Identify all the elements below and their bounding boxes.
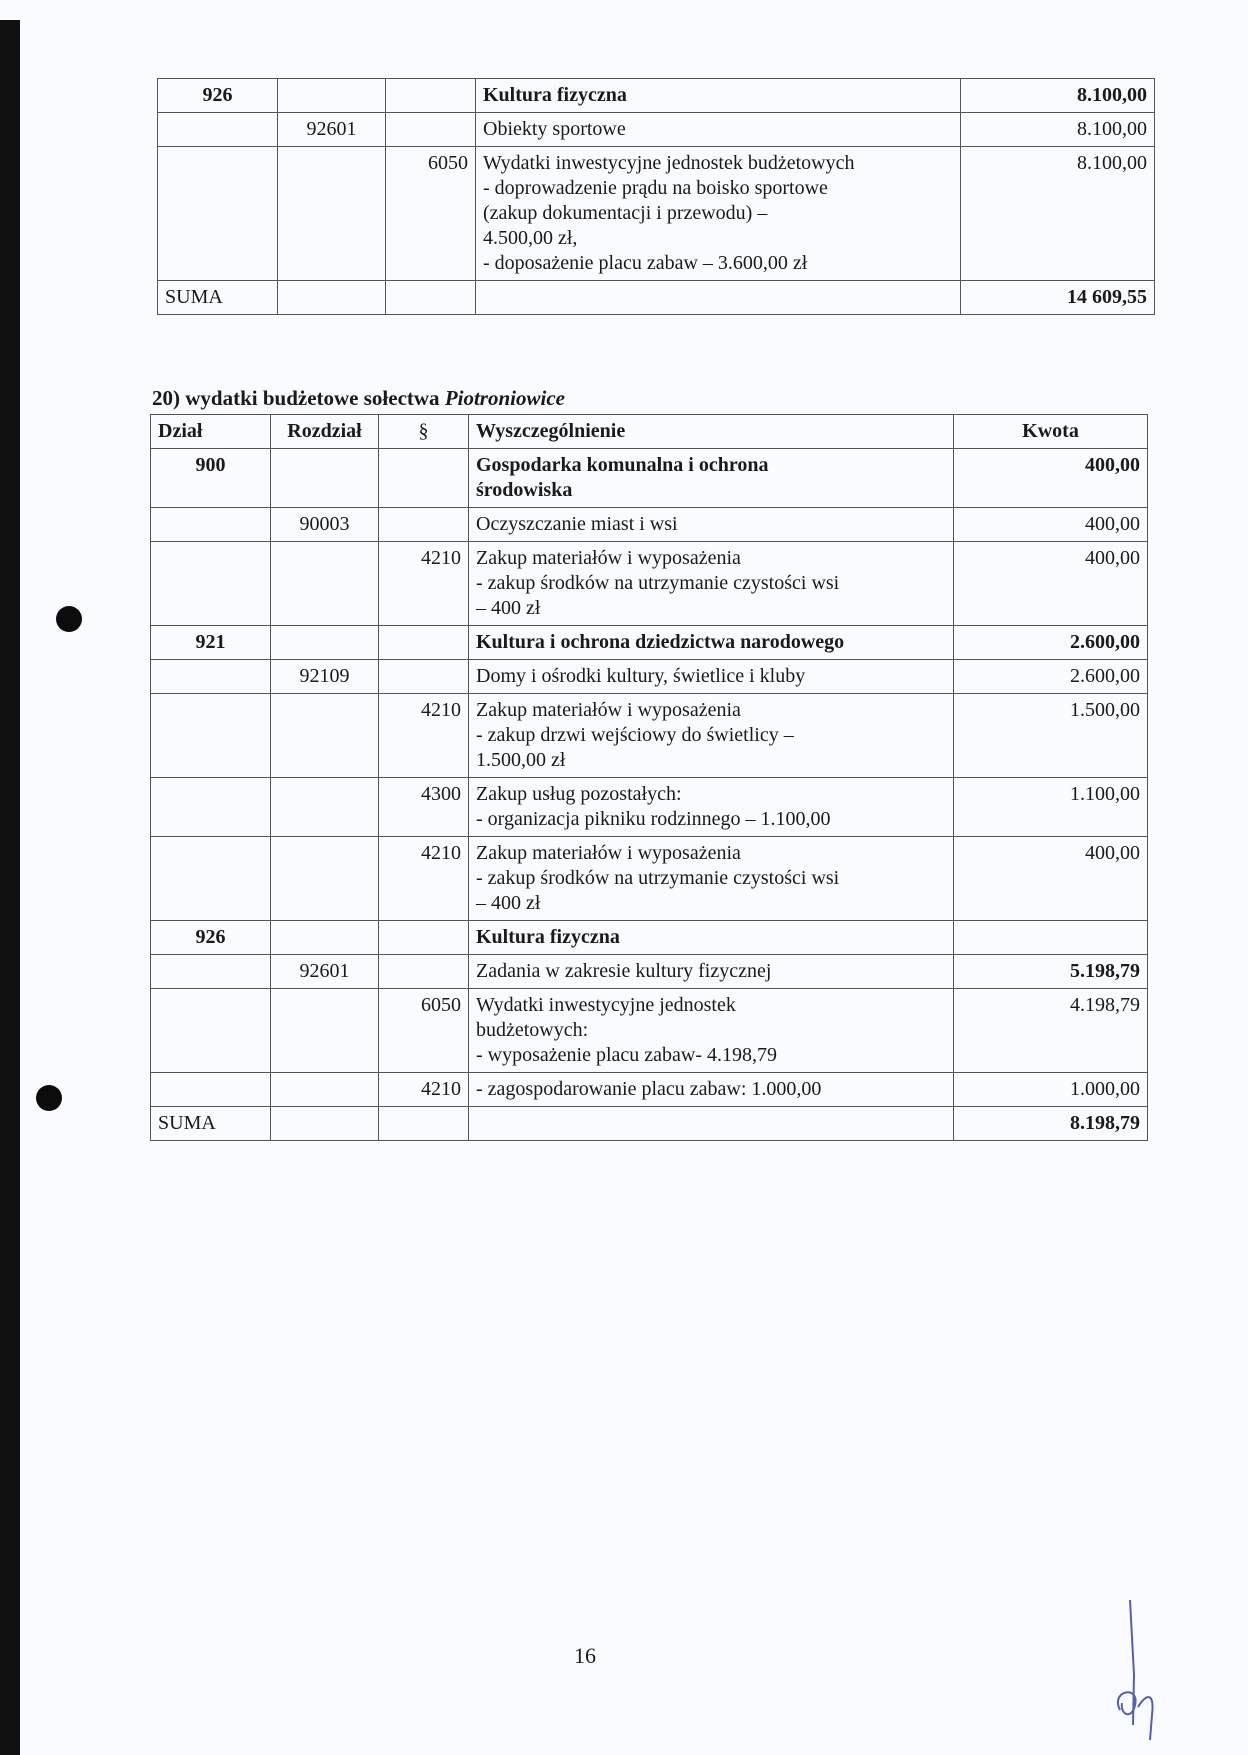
opis-line: - zakup środków na utrzymanie czystości wsi xyxy=(476,867,840,889)
opis-line: Obiekty sportowe xyxy=(483,118,626,140)
kwota-cell: 1.000,00 xyxy=(954,1073,1148,1107)
suma-empty xyxy=(271,1107,379,1141)
paragraf-cell: 4300 xyxy=(379,778,469,837)
kwota-cell: 1.500,00 xyxy=(954,694,1148,778)
opis-line: – 400 zł xyxy=(476,597,541,619)
suma-label: SUMA xyxy=(151,1107,271,1141)
opis-line: Kultura fizyczna xyxy=(483,84,627,106)
opis-line: – 400 zł xyxy=(476,892,541,914)
suma-empty xyxy=(379,1107,469,1141)
suma-value: 14 609,55 xyxy=(961,281,1155,315)
kwota-cell: 400,00 xyxy=(954,449,1148,508)
kwota-cell: 400,00 xyxy=(954,542,1148,626)
paragraf-cell xyxy=(379,921,469,955)
paragraf-cell xyxy=(379,449,469,508)
rozdzial-cell xyxy=(271,449,379,508)
header-kwota: Kwota xyxy=(954,415,1148,449)
suma-value: 8.198,79 xyxy=(954,1107,1148,1141)
opis-line: Wydatki inwestycyjne jednostek xyxy=(476,994,736,1016)
punch-hole xyxy=(36,1085,62,1111)
opis-line: - zagospodarowanie placu zabaw: 1.000,00 xyxy=(476,1078,822,1100)
header-paragraf: § xyxy=(379,415,469,449)
opis-line: Zakup usług pozostałych: xyxy=(476,783,682,805)
opis-line: Zakup materiałów i wyposażenia xyxy=(476,842,741,864)
suma-row xyxy=(151,1107,1148,1141)
table-row xyxy=(151,778,1148,837)
dzial-cell xyxy=(151,778,271,837)
dzial-cell xyxy=(151,837,271,921)
kwota-cell: 1.100,00 xyxy=(954,778,1148,837)
paragraf-cell xyxy=(386,79,476,113)
scan-edge-shadow xyxy=(0,20,20,1755)
rozdzial-cell: 92109 xyxy=(271,660,379,694)
rozdzial-cell: 90003 xyxy=(271,508,379,542)
punch-hole xyxy=(56,606,82,632)
opis-line: Gospodarka komunalna i ochrona xyxy=(476,454,769,476)
section-title xyxy=(152,386,565,411)
opis-cell xyxy=(469,778,954,837)
opis-line: budżetowych: xyxy=(476,1019,589,1041)
dzial-cell xyxy=(151,508,271,542)
opis-cell xyxy=(469,626,954,660)
opis-line: - doposażenie placu zabaw – 3.600,00 zł xyxy=(483,252,808,274)
opis-line: - wyposażenie placu zabaw- 4.198,79 xyxy=(476,1044,777,1066)
kwota-cell: 400,00 xyxy=(954,508,1148,542)
opis-line: (zakup dokumentacji i przewodu) – xyxy=(483,202,768,224)
table-row xyxy=(151,542,1148,626)
paragraf-cell xyxy=(379,660,469,694)
kwota-cell: 8.100,00 xyxy=(961,147,1155,281)
dzial-cell: 921 xyxy=(151,626,271,660)
paragraf-cell xyxy=(386,113,476,147)
opis-cell xyxy=(476,147,961,281)
opis-line: Domy i ośrodki kultury, świetlice i kluby xyxy=(476,665,806,687)
opis-line: Kultura i ochrona dziedzictwa narodowego xyxy=(476,631,845,653)
table-row xyxy=(151,508,1148,542)
opis-cell xyxy=(469,660,954,694)
dzial-cell xyxy=(151,955,271,989)
table-row xyxy=(151,955,1148,989)
rozdzial-cell xyxy=(271,837,379,921)
dzial-cell xyxy=(151,542,271,626)
paragraf-cell: 6050 xyxy=(379,989,469,1073)
suma-empty xyxy=(469,1107,954,1141)
paragraf-cell xyxy=(379,955,469,989)
dzial-cell xyxy=(151,694,271,778)
table-row xyxy=(158,79,1155,113)
opis-cell xyxy=(469,989,954,1073)
paragraf-cell: 4210 xyxy=(379,694,469,778)
paragraf-cell: 6050 xyxy=(386,147,476,281)
dzial-cell xyxy=(151,1073,271,1107)
header-dzial: Dział xyxy=(151,415,271,449)
suma-row xyxy=(158,281,1155,315)
opis-line: Kultura fizyczna xyxy=(476,926,620,948)
kwota-cell: 400,00 xyxy=(954,837,1148,921)
paragraf-cell: 4210 xyxy=(379,542,469,626)
opis-line: - doprowadzenie prądu na boisko sportowe xyxy=(483,177,828,199)
opis-cell xyxy=(476,79,961,113)
opis-line: Zakup materiałów i wyposażenia xyxy=(476,547,741,569)
dzial-cell: 900 xyxy=(151,449,271,508)
rozdzial-cell xyxy=(271,778,379,837)
dzial-cell xyxy=(151,660,271,694)
suma-label: SUMA xyxy=(158,281,278,315)
budget-table-piotroniowice xyxy=(150,414,1148,1141)
table-row xyxy=(151,989,1148,1073)
kwota-cell: 4.198,79 xyxy=(954,989,1148,1073)
dzial-cell: 926 xyxy=(151,921,271,955)
table-row xyxy=(151,837,1148,921)
paragraf-cell: 4210 xyxy=(379,1073,469,1107)
table-row xyxy=(151,694,1148,778)
opis-cell xyxy=(469,1073,954,1107)
page-number: 16 xyxy=(574,1643,596,1668)
rozdzial-cell xyxy=(271,921,379,955)
suma-empty xyxy=(476,281,961,315)
opis-cell xyxy=(469,837,954,921)
opis-cell xyxy=(469,955,954,989)
paragraf-cell: 4210 xyxy=(379,837,469,921)
opis-line: Oczyszczanie miast i wsi xyxy=(476,513,678,535)
rozdzial-cell xyxy=(271,1073,379,1107)
rozdzial-cell xyxy=(278,79,386,113)
opis-line: Zadania w zakresie kultury fizycznej xyxy=(476,960,772,982)
section-title-village: Piotroniowice xyxy=(444,386,565,410)
table-row xyxy=(158,113,1155,147)
opis-line: - zakup środków na utrzymanie czystości wsi xyxy=(476,572,840,594)
kwota-cell: 2.600,00 xyxy=(954,626,1148,660)
rozdzial-cell xyxy=(271,694,379,778)
rozdzial-cell xyxy=(271,626,379,660)
dzial-cell xyxy=(151,989,271,1073)
table-row xyxy=(151,626,1148,660)
opis-cell xyxy=(469,542,954,626)
kwota-cell: 8.100,00 xyxy=(961,79,1155,113)
kwota-cell: 8.100,00 xyxy=(961,113,1155,147)
opis-cell xyxy=(469,449,954,508)
header-rozdzial: Rozdział xyxy=(271,415,379,449)
opis-line: 4.500,00 zł, xyxy=(483,227,578,249)
table-row xyxy=(151,449,1148,508)
paragraf-cell xyxy=(379,626,469,660)
table-row xyxy=(158,147,1155,281)
opis-line: - zakup drzwi wejściowy do świetlicy – xyxy=(476,724,794,746)
kwota-cell: 2.600,00 xyxy=(954,660,1148,694)
dzial-cell xyxy=(158,113,278,147)
kwota-cell: 5.198,79 xyxy=(954,955,1148,989)
dzial-cell: 926 xyxy=(158,79,278,113)
rozdzial-cell xyxy=(271,989,379,1073)
opis-line: Zakup materiałów i wyposażenia xyxy=(476,699,741,721)
opis-line: - organizacja pikniku rodzinnego – 1.100,00 xyxy=(476,808,831,830)
opis-cell xyxy=(469,694,954,778)
opis-cell xyxy=(469,921,954,955)
suma-empty xyxy=(278,281,386,315)
dzial-cell xyxy=(158,147,278,281)
budget-table-continuation xyxy=(157,78,1155,315)
rozdzial-cell xyxy=(271,542,379,626)
suma-empty xyxy=(386,281,476,315)
opis-line: 1.500,00 zł xyxy=(476,749,566,771)
kwota-cell xyxy=(954,921,1148,955)
opis-line: środowiska xyxy=(476,479,573,501)
signature-initials xyxy=(1100,1595,1170,1745)
section-title-prefix: 20) wydatki budżetowe sołectwa xyxy=(152,386,445,410)
paragraf-cell xyxy=(379,508,469,542)
opis-cell xyxy=(476,113,961,147)
table-header-row xyxy=(151,415,1148,449)
rozdzial-cell xyxy=(278,147,386,281)
rozdzial-cell: 92601 xyxy=(271,955,379,989)
opis-cell xyxy=(469,508,954,542)
table-row xyxy=(151,660,1148,694)
opis-line: Wydatki inwestycyjne jednostek budżetowych xyxy=(483,152,855,174)
rozdzial-cell: 92601 xyxy=(278,113,386,147)
header-opis: Wyszczególnienie xyxy=(469,415,954,449)
table-row xyxy=(151,1073,1148,1107)
table-row xyxy=(151,921,1148,955)
